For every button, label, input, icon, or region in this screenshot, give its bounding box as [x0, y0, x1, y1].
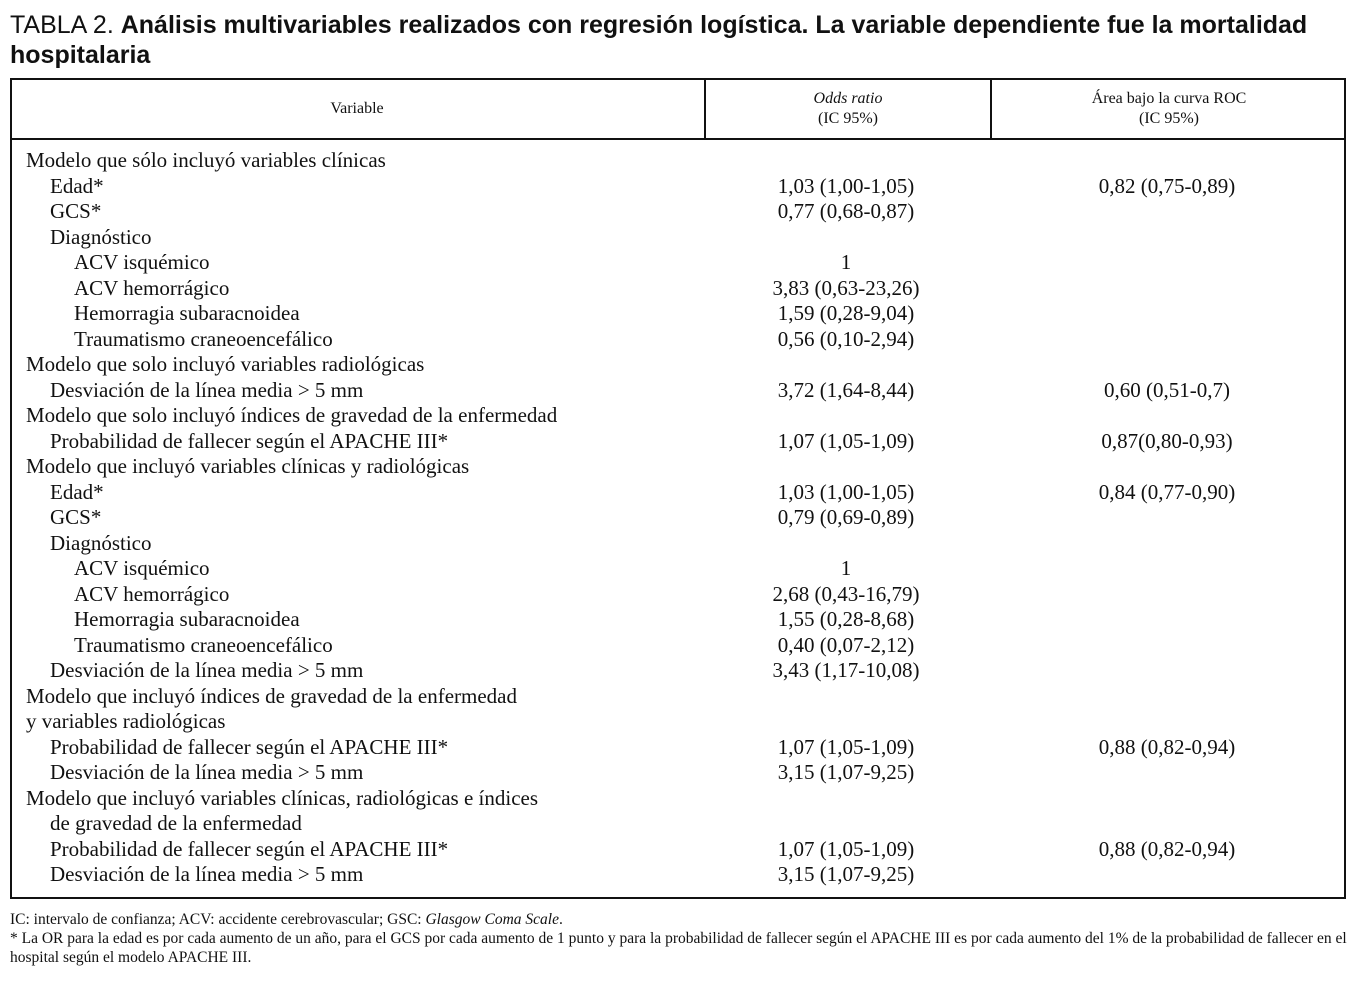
header-variable-label: Variable: [330, 100, 384, 117]
table-row: [12, 429, 1344, 455]
table-row: [12, 352, 1344, 378]
row-variable: Desviación de la línea media > 5 mm: [50, 760, 364, 784]
row-variable: Modelo que solo incluyó variables radiológicas: [26, 352, 425, 376]
header-odds-ratio: [704, 80, 990, 138]
table-row: [12, 862, 1344, 888]
row-variable: GCS*: [50, 505, 102, 529]
table-row: [12, 378, 1344, 404]
table-row: [12, 225, 1344, 251]
table-row: [12, 607, 1344, 633]
row-auc: 0,84 (0,77-0,90): [1098, 479, 1236, 504]
row-variable: y variables radiológicas: [26, 709, 226, 733]
table-row: [12, 531, 1344, 557]
table-row: [12, 811, 1344, 837]
row-variable: Modelo que solo incluyó índices de gravedad de la enfermedad: [26, 403, 558, 427]
row-odds-ratio: 0,77 (0,68-0,87): [777, 199, 915, 223]
table-caption: Análisis multivariables realizados con regresión logística. La variable dependiente fue la mortalidad hospitalaria: [10, 11, 1308, 69]
row-auc: 0,88 (0,82-0,94): [1098, 734, 1236, 759]
table-row: [12, 684, 1344, 710]
footnotes: [10, 910, 1355, 967]
row-variable: Desviación de la línea media > 5 mm: [50, 862, 364, 886]
table-row: [12, 403, 1344, 429]
row-variable: Probabilidad de fallecer según el APACHE III*: [50, 734, 449, 759]
row-variable: Traumatismo craneoencefálico: [74, 632, 333, 657]
header-auc-ci: (IC 95%): [1139, 110, 1199, 127]
row-variable: Hemorragia subaracnoidea: [74, 607, 300, 631]
row-variable: Hemorragia subaracnoidea: [74, 301, 300, 325]
row-variable: Desviación de la línea media > 5 mm: [50, 658, 364, 682]
row-variable: ACV isquémico: [74, 556, 210, 580]
row-variable: Diagnóstico: [50, 224, 152, 249]
row-odds-ratio: 2,68 (0,43-16,79): [772, 581, 920, 606]
row-odds-ratio: 1,07 (1,05-1,09): [777, 734, 915, 759]
row-odds-ratio: 0,40 (0,07-2,12): [777, 632, 915, 657]
row-variable: Modelo que incluyó variables clínicas y radiológicas: [26, 454, 470, 478]
row-variable: GCS*: [50, 199, 102, 223]
table-row: [12, 276, 1344, 302]
table-row: [12, 250, 1344, 276]
asterisk-note: * La OR para la edad es por cada aumento de un año, para el GCS por cada aumento de 1 punto y para la probabilidad de fallecer según el APACHE III es por cada aumento del 1% de la probabilidad de fallecer en el hospital según el modelo APACHE III.: [10, 930, 1347, 966]
table-row: [12, 658, 1344, 684]
table-row: [12, 760, 1344, 786]
row-variable: ACV isquémico: [74, 250, 210, 274]
row-variable: Modelo que incluyó variables clínicas, radiológicas e índices: [26, 785, 539, 810]
row-variable: Desviación de la línea media > 5 mm: [50, 377, 364, 402]
row-odds-ratio: 3,15 (1,07-9,25): [777, 862, 915, 886]
table-row: [12, 633, 1344, 659]
row-variable: de gravedad de la enfermedad: [50, 811, 302, 835]
row-variable: Edad*: [50, 173, 104, 198]
table-row: [12, 480, 1344, 506]
row-variable: Probabilidad de fallecer según el APACHE III*: [50, 428, 449, 453]
header-variable: [12, 80, 702, 138]
row-odds-ratio: 1: [840, 250, 852, 274]
abbreviations-note: IC: intervalo de confianza; ACV: accidente cerebrovascular; GSC: Glasgow Coma Scale.: [10, 911, 563, 928]
table-header: [12, 80, 1344, 140]
header-auc-label: Área bajo la curva ROC: [1091, 90, 1247, 107]
table-row: [12, 786, 1344, 812]
row-odds-ratio: 1,59 (0,28-9,04): [777, 301, 915, 325]
table-row: [12, 174, 1344, 200]
row-odds-ratio: 3,43 (1,17-10,08): [772, 658, 920, 682]
row-odds-ratio: 1,07 (1,05-1,09): [777, 836, 915, 861]
table-row: [12, 505, 1344, 531]
row-odds-ratio: 1,03 (1,00-1,05): [777, 479, 915, 504]
header-odds-ratio-ci: (IC 95%): [818, 110, 878, 127]
row-auc: 0,82 (0,75-0,89): [1098, 173, 1236, 198]
table-row: [12, 709, 1344, 735]
row-odds-ratio: 1,07 (1,05-1,09): [777, 428, 915, 453]
row-odds-ratio: 1: [840, 556, 852, 580]
row-odds-ratio: 1,03 (1,00-1,05): [777, 173, 915, 198]
table-number: TABLA 2.: [10, 11, 121, 39]
row-variable: Probabilidad de fallecer según el APACHE III*: [50, 836, 449, 861]
table-row: [12, 148, 1344, 174]
table-row: [12, 837, 1344, 863]
row-odds-ratio: 0,56 (0,10-2,94): [777, 326, 915, 351]
row-variable: ACV hemorrágico: [74, 275, 230, 300]
table-row: [12, 556, 1344, 582]
table-row: [12, 582, 1344, 608]
row-variable: Traumatismo craneoencefálico: [74, 326, 333, 351]
header-odds-ratio-label: Odds ratio: [813, 90, 883, 107]
row-auc: 0,88 (0,82-0,94): [1098, 836, 1236, 861]
table-row: [12, 327, 1344, 353]
row-variable: Modelo que incluyó índices de gravedad de la enfermedad: [26, 683, 517, 708]
row-odds-ratio: 3,72 (1,64-8,44): [777, 377, 915, 402]
row-odds-ratio: 3,15 (1,07-9,25): [777, 760, 915, 784]
table-row: [12, 454, 1344, 480]
row-variable: Edad*: [50, 479, 104, 504]
row-variable: ACV hemorrágico: [74, 581, 230, 606]
table-row: [12, 301, 1344, 327]
table-body: [12, 148, 1344, 888]
table-row: [12, 735, 1344, 761]
row-variable: Diagnóstico: [50, 530, 152, 555]
row-odds-ratio: 0,79 (0,69-0,89): [777, 505, 915, 529]
row-variable: Modelo que sólo incluyó variables clínicas: [26, 148, 386, 172]
row-odds-ratio: 3,83 (0,63-23,26): [772, 275, 920, 300]
table-row: [12, 199, 1344, 225]
results-table: [10, 78, 1346, 899]
header-auc: [990, 80, 1346, 138]
row-auc: 0,87(0,80-0,93): [1101, 428, 1233, 453]
row-auc: 0,60 (0,51-0,7): [1104, 377, 1230, 402]
row-odds-ratio: 1,55 (0,28-8,68): [777, 607, 915, 631]
table-title: [10, 10, 1350, 70]
